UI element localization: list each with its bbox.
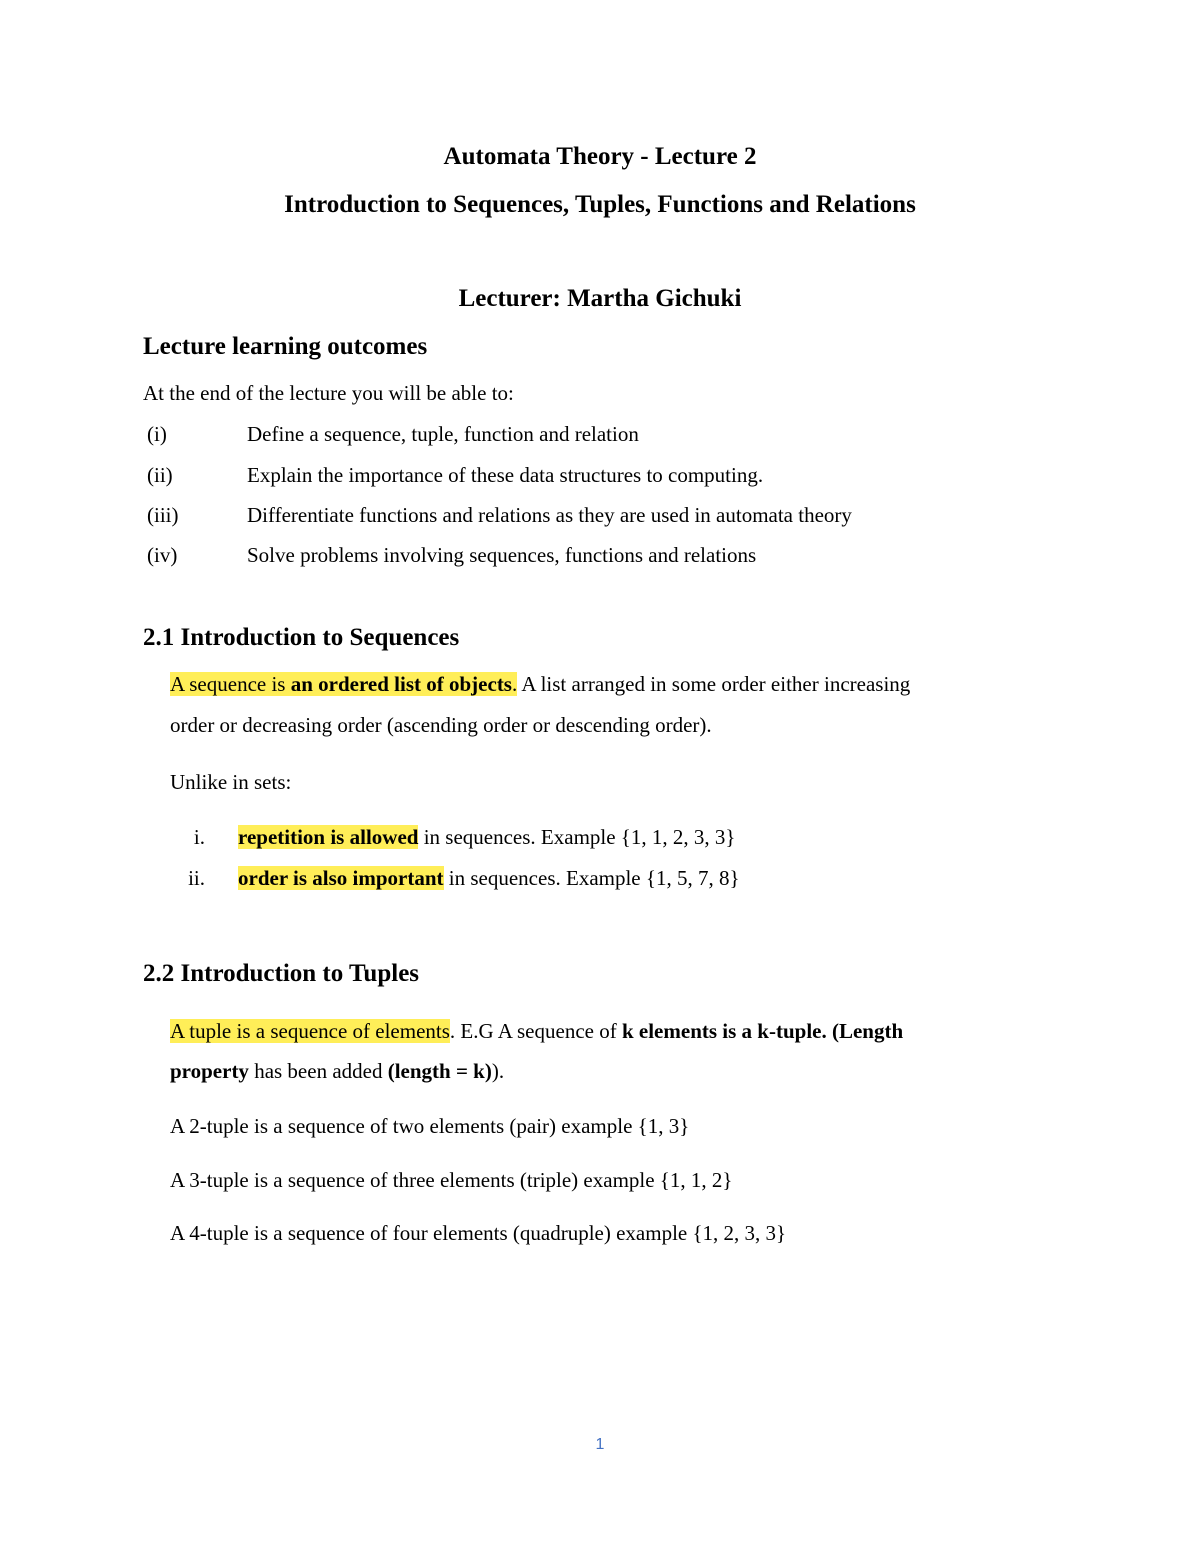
list-item: order is also important in sequences. Example {1, 5, 7, 8} bbox=[238, 866, 740, 890]
outcome-number: (ii) bbox=[147, 463, 173, 487]
outcome-number: (i) bbox=[147, 422, 167, 446]
sequence-definition: A sequence is an ordered list of objects. A list arranged in some order either increasing bbox=[170, 672, 911, 696]
list-number: i. bbox=[193, 825, 205, 849]
unlike-sets: Unlike in sets: bbox=[170, 770, 292, 794]
document-title: Automata Theory - Lecture 2 bbox=[443, 143, 757, 170]
sequences-heading: 2.1 Introduction to Sequences bbox=[143, 624, 460, 651]
outcome-number: (iii) bbox=[147, 503, 179, 527]
tuple-example-2: A 2-tuple is a sequence of two elements (pair) example {1, 3} bbox=[170, 1114, 690, 1138]
sequence-definition-cont: order or decreasing order (ascending order or descending order). bbox=[170, 713, 712, 737]
lecturer-line: Lecturer: Martha Gichuki bbox=[458, 285, 742, 312]
highlight: A sequence is an ordered list of objects. bbox=[170, 672, 518, 696]
list-item: repetition is allowed in sequences. Example {1, 1, 2, 3, 3} bbox=[238, 825, 736, 849]
outcome-number: (iv) bbox=[147, 543, 178, 567]
tuple-example-3: A 3-tuple is a sequence of three elements (triple) example {1, 1, 2} bbox=[170, 1168, 733, 1192]
tuple-definition: A tuple is a sequence of elements. E.G A sequence of k elements is a k-tuple. (Length bbox=[170, 1019, 904, 1043]
tuple-example-4: A 4-tuple is a sequence of four elements (quadruple) example {1, 2, 3, 3} bbox=[170, 1221, 787, 1245]
page-number: 1 bbox=[595, 1436, 605, 1453]
tuples-heading: 2.2 Introduction to Tuples bbox=[143, 960, 420, 987]
outcomes-intro: At the end of the lecture you will be able to: bbox=[143, 381, 514, 405]
tuple-definition-cont: property has been added (length = k)). bbox=[170, 1059, 505, 1083]
outcome-text: Solve problems involving sequences, functions and relations bbox=[247, 543, 757, 567]
outcome-text: Differentiate functions and relations as they are used in automata theory bbox=[247, 503, 852, 527]
outcome-text: Define a sequence, tuple, function and relation bbox=[247, 422, 639, 446]
outcome-text: Explain the importance of these data structures to computing. bbox=[247, 463, 764, 487]
document-subtitle: Introduction to Sequences, Tuples, Functions and Relations bbox=[284, 191, 916, 218]
outcomes-heading: Lecture learning outcomes bbox=[143, 333, 428, 360]
list-number: ii. bbox=[188, 866, 205, 890]
